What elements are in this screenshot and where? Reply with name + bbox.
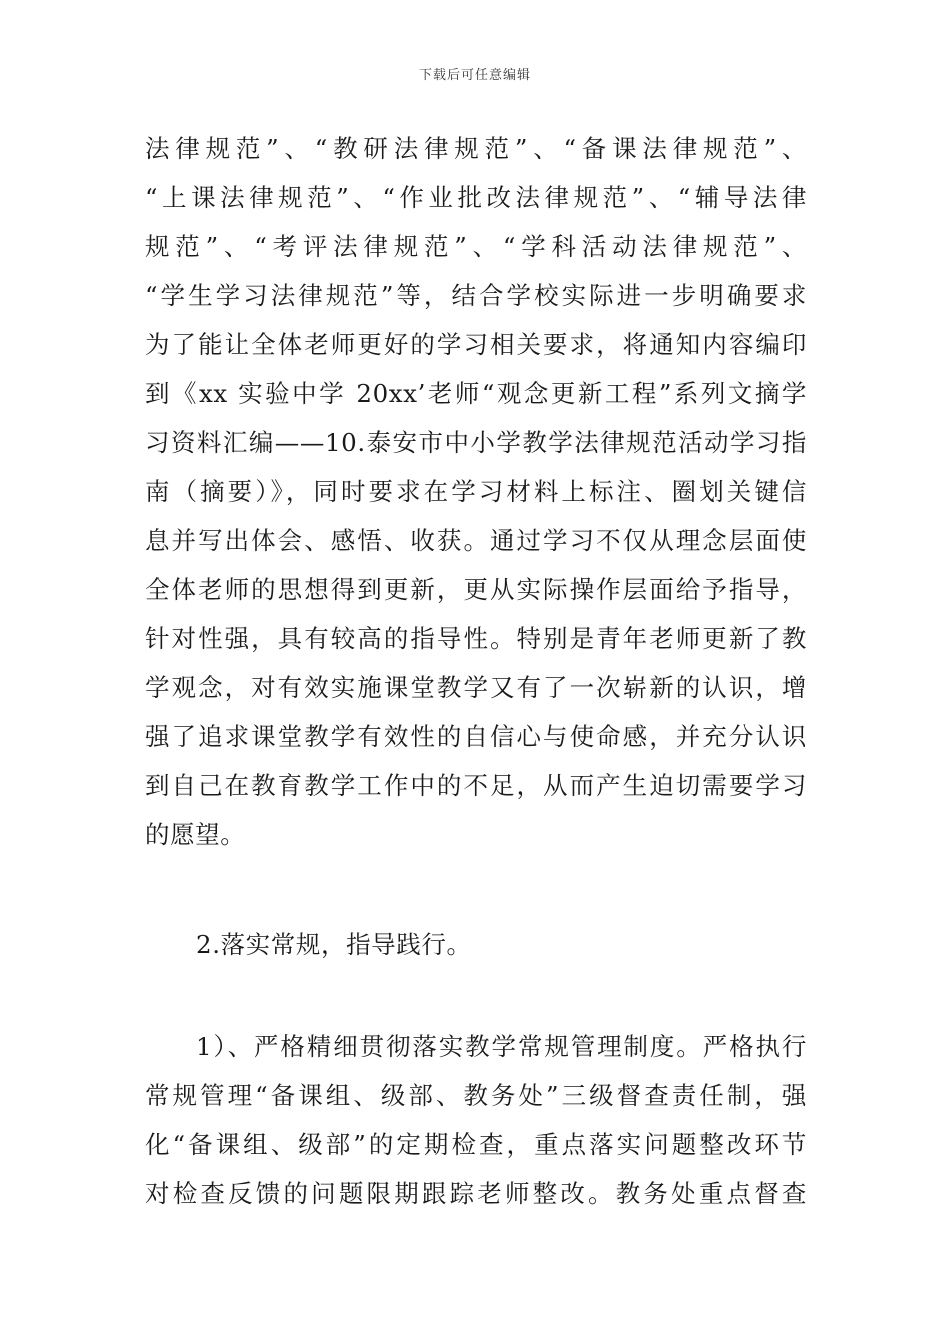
text-line: 习资料汇编——10.泰安市中小学教学法律规范活动学习指: [145, 428, 807, 457]
text-line: 学观念，对有效实施课堂教学又有了一次崭新的认识，增: [145, 673, 807, 702]
page-header: 下载后可任意编辑: [418, 68, 531, 83]
paragraph-2: [145, 1022, 807, 1218]
text-line: 南（摘要）》，同时要求在学习材料上标注、圈划关键信: [145, 477, 807, 506]
text-line: 针对性强，具有较高的指导性。特别是青年老师更新了教: [145, 624, 807, 653]
text-line: 的愿望。: [145, 820, 246, 849]
paragraph-1: [145, 124, 807, 859]
text-line: 全体老师的思想得到更新，更从实际操作层面给予指导，: [145, 575, 807, 604]
text-line: 对检查反馈的问题限期跟踪老师整改。教务处重点督查: [145, 1179, 807, 1208]
text-line: 为了能让全体老师更好的学习相关要求，将通知内容编印: [145, 330, 807, 359]
text-line: 化“备课组、级部”的定期检查，重点落实问题整改环节: [145, 1130, 807, 1159]
text-line: 到《xx 实验中学 20xx’老师“观念更新工程”系列文摘学: [145, 379, 807, 408]
text-line: 法律规范”、“教研法律规范”、“备课法律规范”、: [145, 134, 807, 163]
text-line: 强了追求课堂教学有效性的自信心与使命感，并充分认识: [145, 722, 807, 751]
text-line: 规范”、“考评法律规范”、“学科活动法律规范”、: [145, 232, 807, 261]
text-line: “上课法律规范”、“作业批改法律规范”、“辅导法律: [145, 183, 807, 212]
text-line: 1）、严格精细贯彻落实教学常规管理制度。严格执行: [196, 1032, 807, 1061]
text-line: 息并写出体会、感悟、收获。通过学习不仅从理念层面使: [145, 526, 807, 555]
text-line: 常规管理“备课组、级部、教务处”三级督查责任制，强: [145, 1081, 807, 1110]
section-heading: 2.落实常规，指导践行。: [196, 930, 472, 959]
text-line: 到自己在教育教学工作中的不足，从而产生迫切需要学习: [145, 771, 807, 800]
text-line: “学生学习法律规范”等，结合学校实际进一步明确要求: [145, 281, 807, 310]
